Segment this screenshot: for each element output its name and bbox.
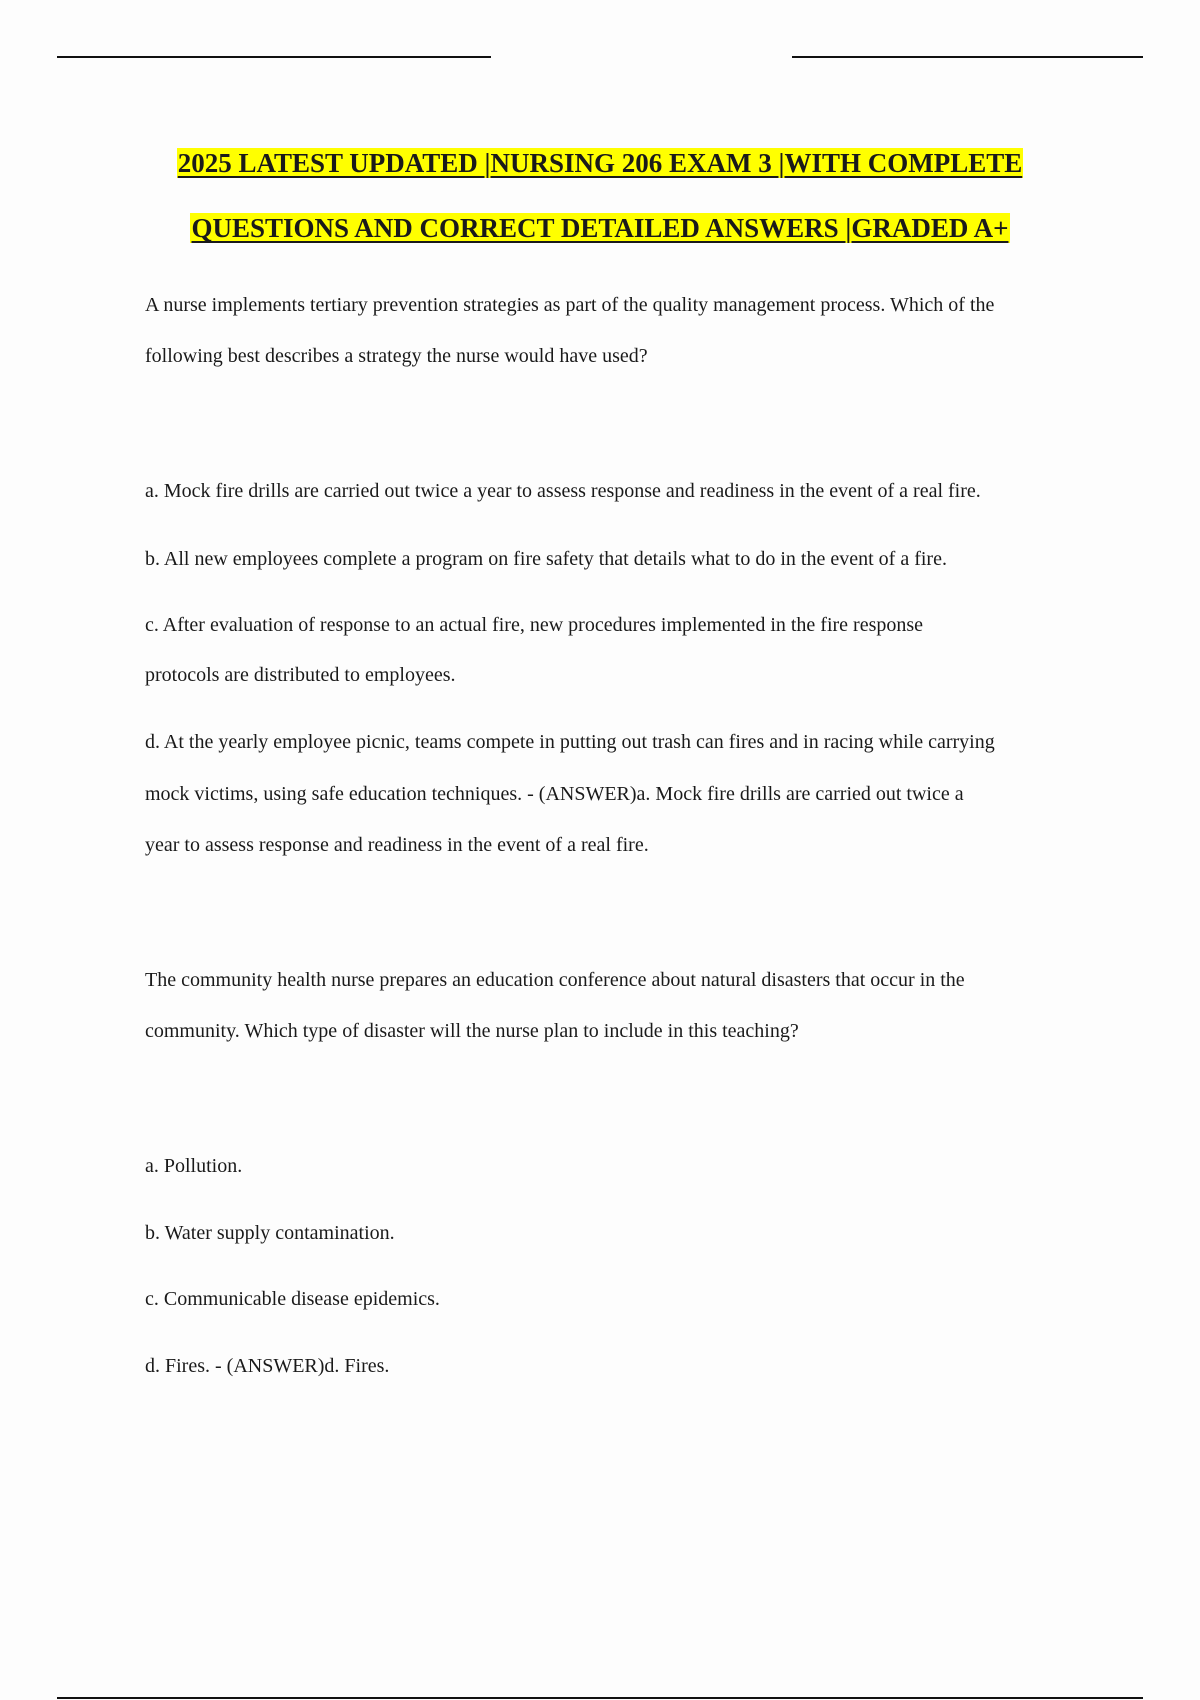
question-2-option-c: c. Communicable disease epidemics. (145, 1288, 440, 1310)
footer-rule (57, 1697, 1143, 1699)
question-1-option-c-line-2: protocols are distributed to employees. (145, 664, 456, 686)
question-1-stem-line-1: A nurse implements tertiary prevention strategies as part of the quality management process. Which of the (145, 294, 995, 316)
question-2-stem-line-2: community. Which type of disaster will the nurse plan to include in this teaching? (145, 1020, 799, 1042)
question-2-option-a: a. Pollution. (145, 1155, 243, 1177)
question-1-option-d-line-1: d. At the yearly employee picnic, teams compete in putting out trash can fires and in racing while carrying (145, 731, 995, 753)
document-title-line-2: QUESTIONS AND CORRECT DETAILED ANSWERS |GRADED A+ (191, 213, 1009, 243)
document-title-line-1: 2025 LATEST UPDATED |NURSING 206 EXAM 3 |WITH COMPLETE (177, 148, 1023, 178)
question-1-option-b: b. All new employees complete a program on fire safety that details what to do in the event of a fire. (145, 548, 947, 570)
question-2-option-d: d. Fires. - (ANSWER)d. Fires. (145, 1355, 390, 1377)
question-1-option-a: a. Mock fire drills are carried out twice a year to assess response and readiness in the event of a real fire. (145, 480, 981, 502)
header-rule-left (57, 56, 491, 58)
question-1-option-c-line-1: c. After evaluation of response to an actual fire, new procedures implemented in the fire response (145, 614, 924, 636)
question-2-stem-line-1: The community health nurse prepares an education conference about natural disasters that occur in the (145, 969, 965, 991)
question-1-option-d-line-2: mock victims, using safe education techniques. - (ANSWER)a. Mock fire drills are carried out twice a (145, 783, 964, 805)
question-2-option-b: b. Water supply contamination. (145, 1222, 395, 1244)
question-1-option-d-line-3: year to assess response and readiness in the event of a real fire. (145, 834, 649, 856)
question-1-stem-line-2: following best describes a strategy the nurse would have used? (145, 345, 648, 367)
header-rule-right (792, 56, 1143, 58)
